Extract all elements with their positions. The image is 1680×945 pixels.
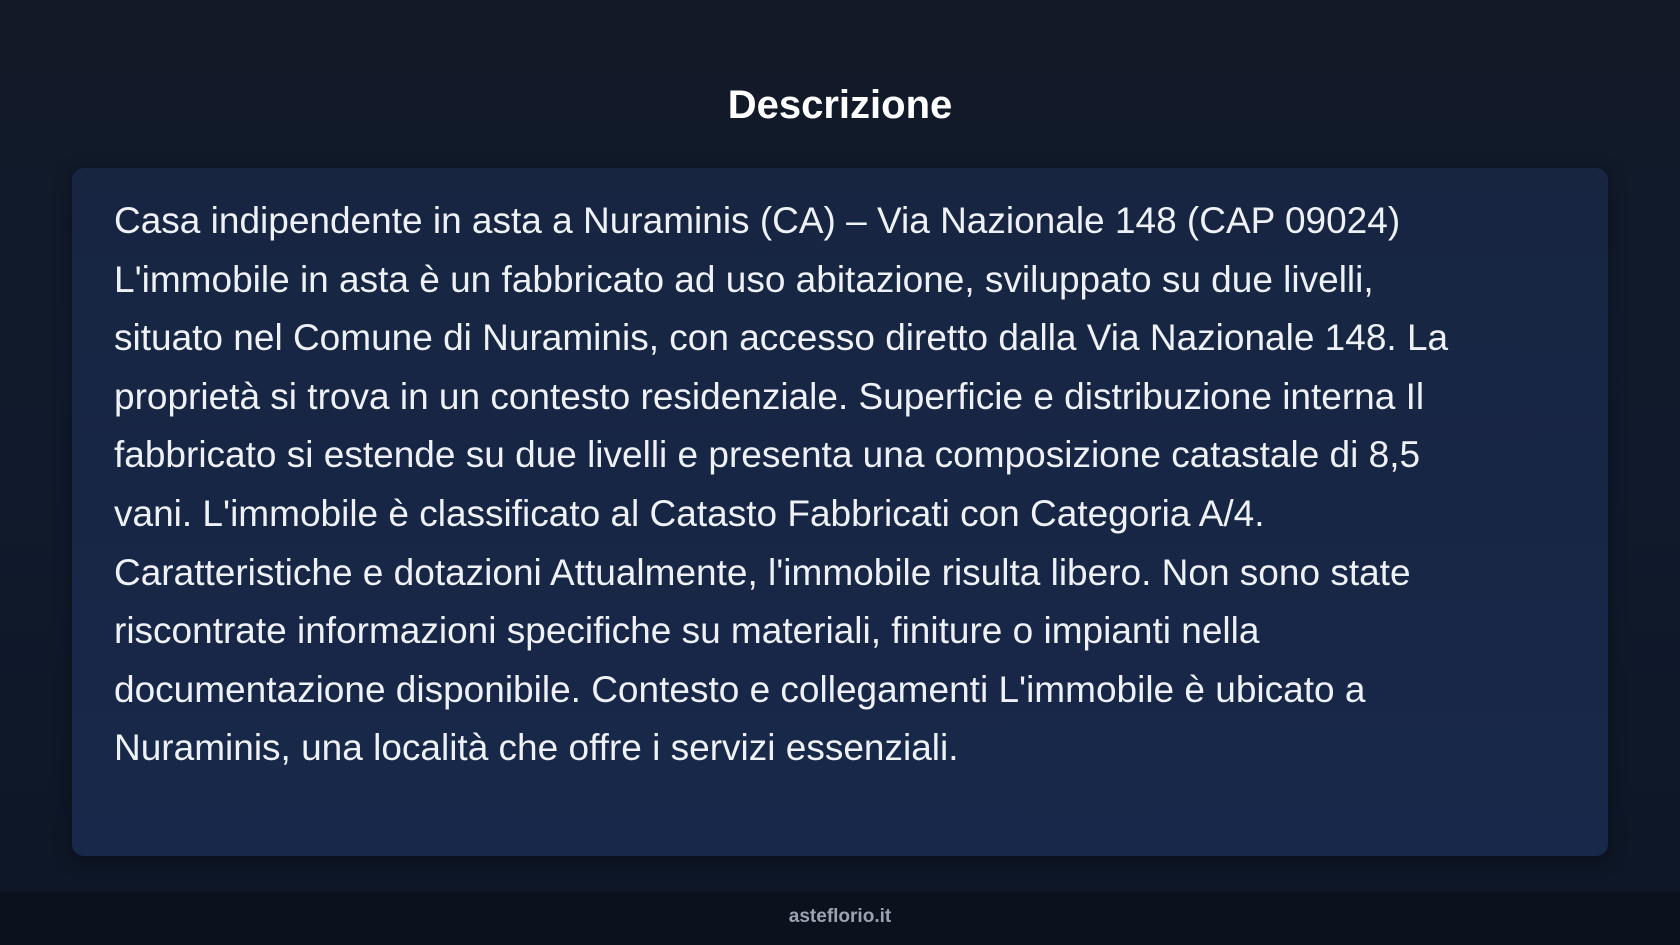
footer	[0, 892, 1680, 945]
page-title: Descrizione	[727, 83, 953, 127]
description-card	[72, 168, 1608, 856]
description-text: Casa indipendente in asta a Nuraminis (CA) – Via Nazionale 148 (CAP 09024) L'immobile in asta è un fabbricato ad uso abitazione, sviluppato su due livelli, situato nel Comune di Nuraminis, con accesso diretto dalla Via Nazionale 148. La proprietà si trova in un contesto residenziale. Superficie e distribuzione interna Il fabbricato si estende su due livelli e presenta una composizione catastale di 8,5 vani. L'immobile è classificato al Catasto Fabbricati con Categoria A/4. Caratteristiche e dotazioni Attualmente, l'immobile risulta libero. Non sono state riscontrate informazioni specifiche su materiali, finiture o impianti nella documentazione disponibile. Contesto e collegamenti L'immobile è ubicato a Nuraminis, una località che offre i servizi essenziali.	[114, 200, 1449, 769]
footer-site-link[interactable]: asteflorio.it	[788, 906, 892, 927]
